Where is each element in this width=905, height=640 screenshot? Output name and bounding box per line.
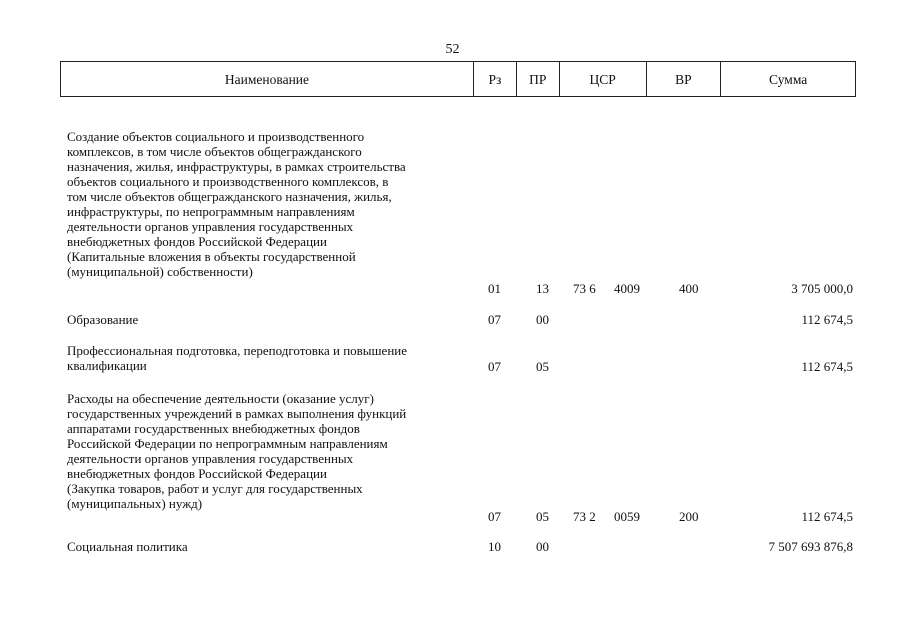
- table-row: [0, 343, 905, 374]
- row-rz: 07: [488, 359, 501, 374]
- column-header-name: Наименование: [224, 71, 310, 87]
- row-rz: 07: [488, 312, 501, 327]
- row-name: Профессиональная подготовка, переподготовка и повышение квалификации: [67, 343, 408, 373]
- row-pr: 13: [536, 281, 549, 296]
- column-header-sum: Сумма: [720, 62, 855, 96]
- column-header-pr: ПР: [516, 62, 559, 96]
- page-number: 52: [445, 42, 460, 57]
- row-csr-code: 4009: [614, 281, 640, 296]
- row-sum: 112 674,5: [801, 359, 853, 374]
- table-row: [0, 312, 905, 327]
- row-pr: 05: [536, 509, 549, 524]
- row-pr: 00: [536, 539, 549, 554]
- row-sum: 3 705 000,0: [791, 281, 853, 296]
- row-sum: 7 507 693 876,8: [768, 539, 853, 554]
- row-sum: 112 674,5: [801, 312, 853, 327]
- row-rz: 07: [488, 509, 501, 524]
- row-pr: 05: [536, 359, 549, 374]
- row-vr: 400: [679, 281, 699, 296]
- row-name: Расходы на обеспечение деятельности (оказание услуг) государственных учреждений в рамках выполнения функций аппаратами государственных внебюджетных фондов Российской Федерации по непрограммным направлениям деятельности органов управления государственных внебюджетных фондов Российской Федерации (Закупка товаров, работ и услуг для государственных (муниципальных) нужд): [67, 391, 407, 511]
- row-name: Социальная политика: [67, 539, 188, 554]
- table-row: [0, 129, 905, 296]
- row-sum: 112 674,5: [801, 509, 853, 524]
- row-csr-prefix: 73 2: [573, 509, 596, 524]
- row-csr-prefix: 73 6: [573, 281, 596, 296]
- row-vr: 200: [679, 509, 699, 524]
- table-row: [0, 391, 905, 524]
- row-name: Создание объектов социального и производственного комплексов, в том числе объектов общегражданского назначения, жилья, инфраструктуры, в рамках строительства объектов социального и производственного комплексов, в том числе объектов общегражданского назначения, жилья, инфраструктуры, по непрограммным направлениям деятельности органов управления государственных внебюджетных фондов Российской Федерации (Капитальные вложения в объекты государственной (муниципальной) собственности): [67, 129, 406, 279]
- table-row: [0, 539, 905, 554]
- row-name: Образование: [67, 312, 139, 327]
- row-pr: 00: [536, 312, 549, 327]
- row-rz: 01: [488, 281, 501, 296]
- column-header-csr: ЦСР: [559, 62, 646, 96]
- row-csr-code: 0059: [614, 509, 640, 524]
- row-rz: 10: [488, 539, 501, 554]
- table-header: [60, 61, 856, 97]
- column-header-vr: ВР: [646, 62, 721, 96]
- column-header-rz: Рз: [473, 62, 516, 96]
